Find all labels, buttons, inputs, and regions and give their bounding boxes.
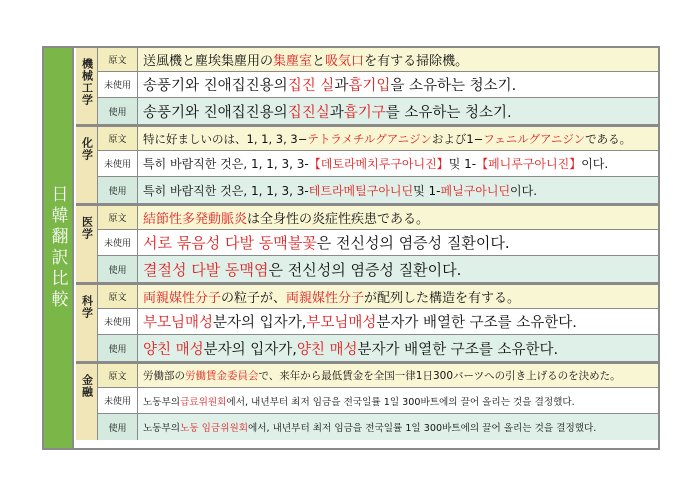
text-segment: と <box>312 54 326 69</box>
text-segment: 特に好ましいのは、1, 1, 3, 3− <box>143 131 308 146</box>
row-original <box>98 48 658 72</box>
section-finance <box>76 364 658 440</box>
highlighted-term: 페닐구아니딘 <box>440 183 511 198</box>
row-label: 原文 <box>98 127 138 150</box>
text-segment: および1− <box>431 131 484 146</box>
highlighted-term: 테트라메틸구아니딘 <box>308 183 414 198</box>
row-original <box>98 285 658 309</box>
highlighted-term: 집진실 <box>287 104 330 121</box>
highlighted-term: 부모님매성 <box>306 315 377 331</box>
row-label: 使用 <box>98 256 138 282</box>
row-text <box>138 151 658 176</box>
row-text <box>138 48 658 71</box>
highlighted-term: 両親媒性分子 <box>286 291 365 306</box>
text-segment: 에서, 내년부터 최저 임금을 전국일률 1일 300바트에의 끌어 올리는 것을 결정했다. <box>248 423 597 434</box>
row-label: 未使用 <box>98 72 138 97</box>
highlighted-term: 노동 임금위원회 <box>180 423 249 434</box>
row-text <box>138 72 658 97</box>
text-segment: 은 전신성의 염증성 질환이다. <box>268 260 462 279</box>
row-original <box>98 364 658 388</box>
highlighted-term: 서로 묶음성 다발 동맥불꽃 <box>143 234 317 252</box>
highlighted-term: 흡기구 <box>343 104 386 121</box>
highlighted-term: 급료위원회 <box>180 396 227 408</box>
category-label: 医学 <box>80 216 94 240</box>
text-segment: 및 1- <box>448 157 477 171</box>
text-segment: 送風機と塵埃集塵用の <box>143 54 274 69</box>
row-text <box>138 177 658 203</box>
category-label: 機械工学 <box>80 58 94 106</box>
row-text <box>138 285 658 308</box>
section-mechanical <box>76 48 658 127</box>
highlighted-term: 결절성 다발 동맥염 <box>143 260 269 279</box>
row-unused <box>98 388 658 414</box>
text-segment: 송풍기와 진애집진용의 <box>143 104 288 121</box>
category-cell <box>76 285 98 361</box>
text-segment: を有する掃除機。 <box>364 54 469 69</box>
text-segment: 이다. <box>510 183 538 198</box>
category-cell <box>76 364 98 440</box>
category-cell <box>76 127 98 203</box>
row-label: 使用 <box>98 98 138 124</box>
row-label: 未使用 <box>98 388 138 413</box>
row-text <box>138 414 658 440</box>
category-label: 化学 <box>80 137 94 161</box>
row-text <box>138 127 658 150</box>
comparison-table <box>42 46 660 450</box>
text-segment: 분자의 입자가, <box>213 315 307 331</box>
row-original <box>98 127 658 151</box>
row-text <box>138 206 658 229</box>
row-text <box>138 309 658 334</box>
text-segment: の粒子が、 <box>221 291 287 306</box>
text-segment: は全身性の炎症性疾患である。 <box>247 212 430 227</box>
section-medicine <box>76 206 658 285</box>
row-label: 未使用 <box>98 151 138 176</box>
text-segment: である。 <box>585 131 632 146</box>
row-unused <box>98 72 658 98</box>
row-text <box>138 388 658 413</box>
highlighted-term: 【데토라메치루구아니진】 <box>308 157 449 171</box>
text-segment: 특히 바람직한 것은, 1, 1, 3, 3- <box>143 157 309 171</box>
row-unused <box>98 230 658 256</box>
highlighted-term: 【페니루구아니진】 <box>476 157 582 171</box>
row-label: 使用 <box>98 414 138 440</box>
row-label: 使用 <box>98 335 138 361</box>
text-segment: 에서, 내년부터 최저 임금을 전국일률 1일 300바트에의 끌어 올리는 것을 결정했다. <box>226 396 575 408</box>
text-segment: 과 <box>329 104 344 121</box>
highlighted-term: 労働賃金委員会 <box>185 370 259 382</box>
highlighted-term: 両親媒性分子 <box>143 291 222 306</box>
row-used <box>98 256 658 282</box>
row-used <box>98 98 658 124</box>
highlighted-term: 집진 실 <box>287 78 335 94</box>
text-segment: 특히 바람직한 것은, 1, 1, 3, 3- <box>143 183 309 198</box>
highlighted-term: 양친 매성 <box>143 341 204 358</box>
text-segment: 분자가 배열한 구조를 소유한다. <box>376 315 577 331</box>
row-label: 未使用 <box>98 230 138 255</box>
row-label: 原文 <box>98 48 138 71</box>
row-text <box>138 230 658 255</box>
text-segment: で、来年から最低賃金を全国一律1日300バーツへの引き上げるのを決めた。 <box>258 370 621 382</box>
highlighted-term: テトラメチルグアニジン <box>307 131 432 146</box>
row-text <box>138 364 658 387</box>
row-label: 原文 <box>98 364 138 387</box>
section-chemistry <box>76 127 658 206</box>
highlighted-term: フェニルグアニジン <box>483 131 586 146</box>
row-text <box>138 256 658 282</box>
row-text <box>138 335 658 361</box>
category-label: 金融 <box>80 374 94 398</box>
category-label: 科学 <box>80 295 94 319</box>
text-segment: 과 <box>334 78 349 94</box>
text-segment: 労働部の <box>143 370 185 382</box>
text-segment: 노동부의 <box>143 423 181 434</box>
row-original <box>98 206 658 230</box>
row-label: 使用 <box>98 177 138 203</box>
row-used <box>98 335 658 361</box>
highlighted-term: 양친 매성 <box>296 341 358 358</box>
highlighted-term: 부모님매성 <box>143 315 214 331</box>
row-label: 未使用 <box>98 309 138 334</box>
row-label: 原文 <box>98 285 138 308</box>
text-segment: 을 소유하는 청소기. <box>390 78 517 94</box>
section-science <box>76 285 658 364</box>
sections <box>76 48 658 448</box>
highlighted-term: 吸気口 <box>325 54 365 69</box>
side-title-bar <box>44 48 74 448</box>
text-segment: 를 소유하는 청소기. <box>385 104 512 121</box>
row-unused <box>98 309 658 335</box>
row-unused <box>98 151 658 177</box>
text-segment: が配列した構造を有する。 <box>364 291 521 306</box>
text-segment: 및 1- <box>413 183 441 198</box>
row-used <box>98 177 658 203</box>
highlighted-term: 集塵室 <box>273 54 313 69</box>
side-title: 日韓翻訳比較 <box>47 185 68 311</box>
text-segment: 송풍기와 진애집진용의 <box>143 78 288 94</box>
highlighted-term: 흡기입 <box>348 78 391 94</box>
text-segment: 은 전신성의 염증성 질환이다. <box>316 234 510 252</box>
category-cell <box>76 206 98 282</box>
row-used <box>98 414 658 440</box>
highlighted-term: 結節性多発動脈炎 <box>143 212 248 227</box>
text-segment: 분자의 입자가, <box>203 341 297 358</box>
text-segment: 분자가 배열한 구조를 소유한다. <box>357 341 559 358</box>
row-text <box>138 98 658 124</box>
row-label: 原文 <box>98 206 138 229</box>
text-segment: 노동부의 <box>143 396 181 408</box>
text-segment: 이다. <box>581 157 609 171</box>
category-cell <box>76 48 98 124</box>
